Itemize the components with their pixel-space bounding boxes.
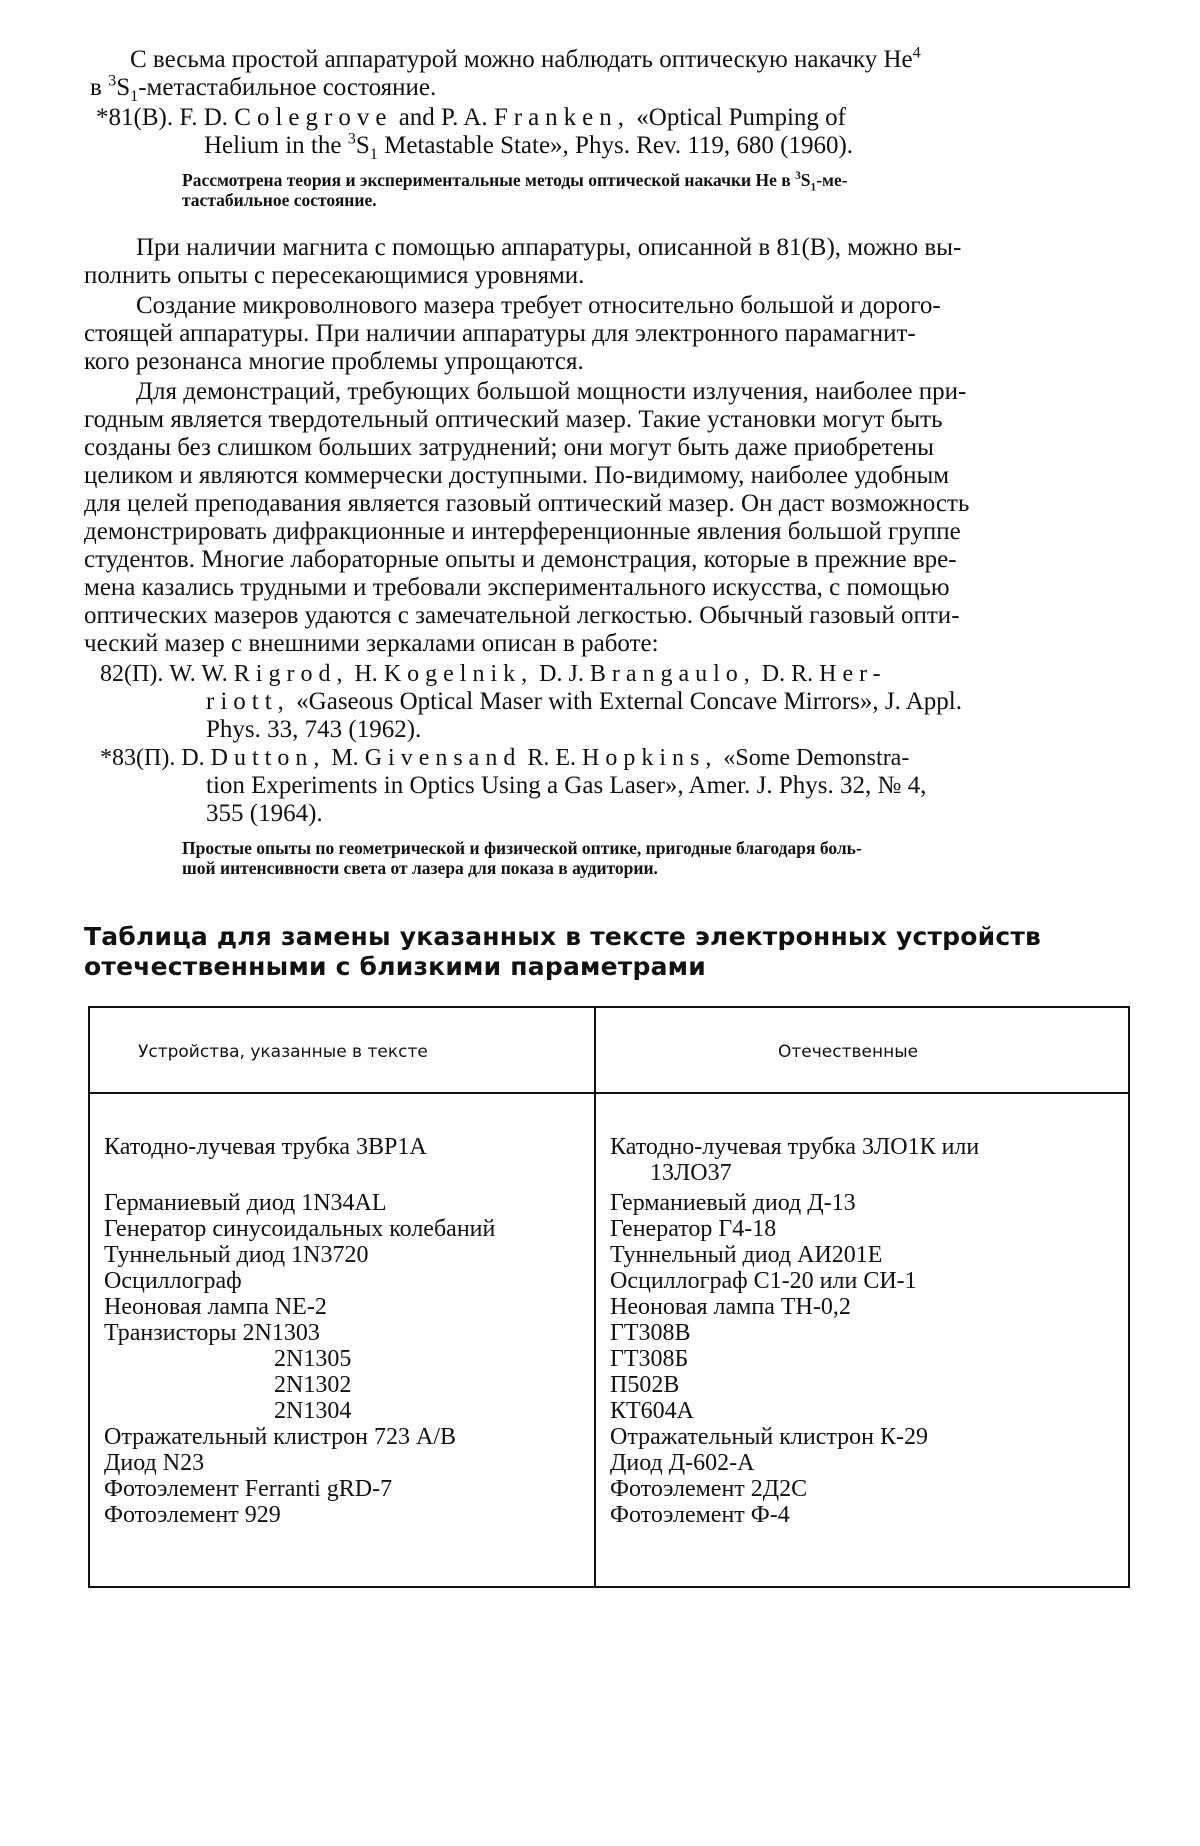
reference-83-cont: 355 (1964). (206, 800, 323, 828)
paragraph-line: кого резонанса многие проблемы упрощаются. (84, 348, 584, 376)
annotation-81-cont: тастабильное состояние. (182, 190, 377, 210)
reference-82-cont: Phys. 33, 743 (1962). (206, 716, 421, 744)
annotation-81: Рассмотрена теория и экспериментальные методы оптической накачки He в 3S1-ме- (182, 170, 848, 190)
table-title: Таблица для замены указанных в тексте электронных устройств (84, 922, 1041, 952)
table-cell-source: Туннельный диод 1N3720 (104, 1242, 368, 1268)
table-cell-source: 2N1302 (274, 1372, 351, 1398)
table-cell-source: Фотоэлемент 929 (104, 1502, 281, 1528)
reference-83: *83(П). D. Dutton, M. Givensand R. E. Hopkins, «Some Demonstra- (100, 744, 909, 772)
paragraph-line: При наличии магнита с помощью аппаратуры, описанной в 81(B), можно вы- (136, 234, 961, 262)
device-replacement-table (88, 1006, 1130, 1588)
table-cell-source: Неоновая лампа NE-2 (104, 1294, 327, 1320)
paragraph-line: для целей преподавания является газовый оптический мазер. Он даст возможность (84, 490, 969, 518)
table-cell-domestic: КТ604А (610, 1398, 694, 1424)
table-cell-domestic: Фотоэлемент 2Д2С (610, 1476, 807, 1502)
paragraph-line: Для демонстраций, требующих большой мощности излучения, наиболее при- (136, 378, 966, 406)
table-cell-source: Катодно-лучевая трубка 3BP1A (104, 1134, 427, 1160)
table-cell-source: Фотоэлемент Ferranti gRD-7 (104, 1476, 392, 1502)
paragraph-line: полнить опыты с пересекающимися уровнями. (84, 262, 584, 290)
table-cell-source: Транзисторы 2N1303 (104, 1320, 320, 1346)
paragraph-line: годным является твердотельный оптический мазер. Такие установки могут быть (84, 406, 942, 434)
table-cell-source: 2N1304 (274, 1398, 351, 1424)
paragraph-line: Создание микроволнового мазера требует относительно большой и дорого- (136, 292, 941, 320)
column-header-domestic: Отечественные (778, 1042, 918, 1062)
paragraph-line: ческий мазер с внешними зеркалами описан в работе: (84, 630, 659, 658)
table-cell-domestic: ГТ308В (610, 1320, 691, 1346)
table-cell-domestic: Диод Д-602-А (610, 1450, 754, 1476)
table-top-rule (88, 1006, 1130, 1008)
annotation-83-cont: шой интенсивности света от лазера для показа в аудитории. (182, 858, 658, 878)
table-bottom-rule (88, 1586, 1130, 1588)
table-cell-domestic: Неоновая лампа ТН-0,2 (610, 1294, 851, 1320)
paragraph-line: мена казались трудными и требовали экспериментального искусства, с помощью (84, 574, 950, 602)
table-cell-domestic: 13ЛО37 (650, 1160, 732, 1186)
table-cell-domestic: П502В (610, 1372, 679, 1398)
reference-82-cont: riott, «Gaseous Optical Maser with External Concave Mirrors», J. Appl. (206, 688, 962, 716)
table-cell-source: Генератор синусоидальных колебаний (104, 1216, 495, 1242)
reference-82: 82(П). W. W. Rigrod, H. Kogelnik, D. J. Brangaulo, D. R. Her- (100, 660, 887, 688)
paragraph-line: студентов. Многие лабораторные опыты и демонстрация, которые в прежние вре- (84, 546, 957, 574)
table-cell-source: Германиевый диод 1N34AL (104, 1190, 387, 1216)
table-cell-domestic: Фотоэлемент Ф-4 (610, 1502, 790, 1528)
column-header-source: Устройства, указанные в тексте (138, 1042, 428, 1062)
table-cell-domestic: Туннельный диод АИ201Е (610, 1242, 882, 1268)
table-cell-domestic: Катодно-лучевая трубка 3ЛО1К или (610, 1134, 979, 1160)
paragraph-line: в 3S1-метастабильное состояние. (90, 74, 436, 102)
paragraph-line: стоящей аппаратуры. При наличии аппаратуры для электронного парамагнит- (84, 320, 916, 348)
table-cell-domestic: Осциллограф С1-20 или СИ-1 (610, 1268, 917, 1294)
paragraph-line: оптических мазеров удаются с замечательной легкостью. Обычный газовый опти- (84, 602, 960, 630)
table-title-cont: отечественными с близкими параметрами (84, 952, 706, 982)
table-cell-domestic: ГТ308Б (610, 1346, 688, 1372)
paragraph-line: целиком и являются коммерчески доступными. По-видимому, наиболее удобным (84, 462, 949, 490)
reference-81-cont: Helium in the 3S1 Metastable State», Phys. Rev. 119, 680 (1960). (204, 132, 853, 160)
table-cell-source: 2N1305 (274, 1346, 351, 1372)
table-cell-domestic: Отражательный клистрон К-29 (610, 1424, 928, 1450)
paragraph-line: С весьма простой аппаратурой можно наблюдать оптическую накачку He4 (130, 46, 921, 74)
document-page (0, 0, 1200, 1846)
table-cell-source: Диод N23 (104, 1450, 204, 1476)
table-cell-source: Отражательный клистрон 723 A/B (104, 1424, 456, 1450)
table-cell-domestic: Генератор Г4-18 (610, 1216, 776, 1242)
table-header-rule (88, 1092, 1130, 1094)
table-cell-domestic: Германиевый диод Д-13 (610, 1190, 856, 1216)
paragraph-line: созданы без слишком больших затруднений; они могут быть даже приобретены (84, 434, 934, 462)
paragraph-line: демонстрировать дифракционные и интерференционные явления большой группе (84, 518, 961, 546)
annotation-83: Простые опыты по геометрической и физической оптике, пригодные благодаря боль- (182, 838, 862, 858)
table-cell-source: Осциллограф (104, 1268, 242, 1294)
reference-81: *81(B). F. D. Colegrove and P. A. Franken, «Optical Pumping of (96, 104, 846, 132)
reference-83-cont: tion Experiments in Optics Using a Gas Laser», Amer. J. Phys. 32, № 4, (206, 772, 926, 800)
